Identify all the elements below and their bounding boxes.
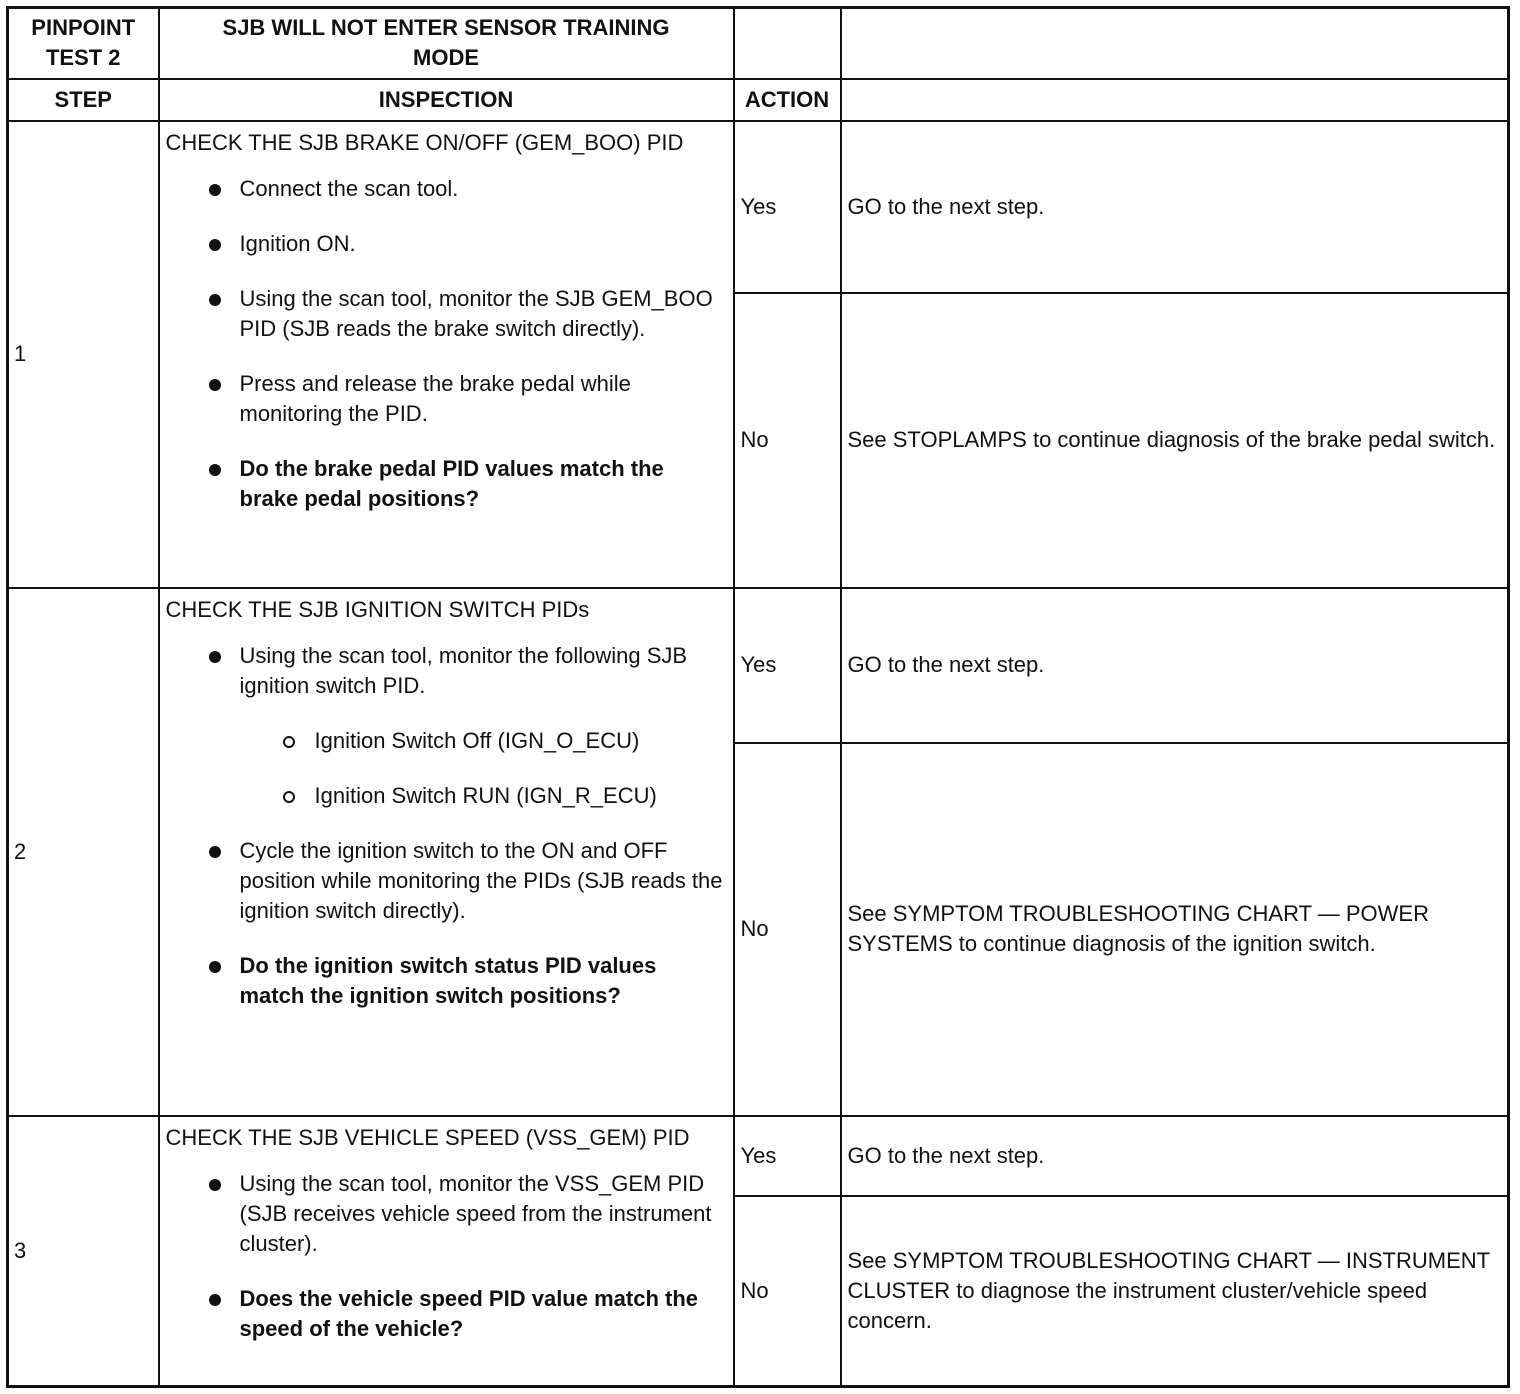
action-no-result: See STOPLAMPS to continue diagnosis of the brake pedal switch.: [841, 293, 1509, 588]
column-header-inspection: INSPECTION: [159, 79, 734, 121]
step-number: 1: [8, 121, 159, 588]
action-yes-label: Yes: [734, 121, 841, 293]
action-no-result: See SYMPTOM TROUBLESHOOTING CHART — POWER SYSTEMS to continue diagnosis of the ignition switch.: [841, 743, 1509, 1116]
step-3-inspection: [159, 1116, 734, 1387]
step-1-inspection: [159, 121, 734, 588]
step-2-yes-row: [8, 588, 1509, 743]
step-1-yes-row: [8, 121, 1509, 293]
column-header-blank: [841, 79, 1509, 121]
action-yes-label: Yes: [734, 588, 841, 743]
test-label: PINPOINT: [31, 15, 136, 41]
instruction-item: Press and release the brake pedal while monitoring the PID.: [166, 369, 727, 429]
instruction-item: Using the scan tool, monitor the VSS_GEM PID (SJB receives vehicle speed from the instrument cluster).: [166, 1169, 727, 1259]
action-yes-result: GO to the next step.: [841, 1116, 1509, 1196]
instruction-item: Connect the scan tool.: [166, 174, 727, 204]
sub-instruction-list: [240, 726, 727, 811]
action-no-label: No: [734, 743, 841, 1116]
instruction-item: [166, 641, 727, 811]
column-header-step: STEP: [8, 79, 159, 121]
step-3-yes-row: [8, 1116, 1509, 1196]
test-number: TEST 2: [45, 45, 121, 71]
header-blank-cell: [734, 8, 841, 79]
step-question: Do the ignition switch status PID values match the ignition switch positions?: [166, 951, 727, 1011]
test-header-row: [8, 8, 1509, 79]
instruction-list: [166, 174, 727, 514]
instruction-item: Ignition ON.: [166, 229, 727, 259]
step-2-inspection: [159, 588, 734, 1116]
step-question: Do the brake pedal PID values match the brake pedal positions?: [166, 454, 727, 514]
step-number: 3: [8, 1116, 159, 1387]
instruction-item: Using the scan tool, monitor the SJB GEM_BOO PID (SJB reads the brake switch directly).: [166, 284, 727, 344]
action-yes-label: Yes: [734, 1116, 841, 1196]
instruction-text: Using the scan tool, monitor the following SJB ignition switch PID.: [239, 642, 688, 698]
test-title-line1: SJB WILL NOT ENTER SENSOR TRAINING: [222, 15, 670, 41]
action-no-result: See SYMPTOM TROUBLESHOOTING CHART — INSTRUMENT CLUSTER to diagnose the instrument cluster/vehicle speed concern.: [841, 1196, 1509, 1387]
sub-instruction-item: Ignition Switch RUN (IGN_R_ECU): [240, 781, 727, 811]
step-number: 2: [8, 588, 159, 1116]
step-title: CHECK THE SJB BRAKE ON/OFF (GEM_BOO) PID: [165, 129, 684, 155]
action-no-label: No: [734, 1196, 841, 1387]
action-yes-result: GO to the next step.: [841, 588, 1509, 743]
instruction-list: [166, 1169, 727, 1344]
test-title-line2: MODE: [413, 45, 479, 71]
test-label-cell: [8, 8, 159, 79]
pinpoint-test-table: [6, 6, 1510, 1388]
column-header-action: ACTION: [734, 79, 841, 121]
sub-instruction-item: Ignition Switch Off (IGN_O_ECU): [240, 726, 727, 756]
test-title-cell: [159, 8, 734, 79]
header-blank-cell: [841, 8, 1509, 79]
action-yes-result: GO to the next step.: [841, 121, 1509, 293]
step-title: CHECK THE SJB IGNITION SWITCH PIDs: [165, 596, 590, 622]
column-header-row: [8, 79, 1509, 121]
step-title: CHECK THE SJB VEHICLE SPEED (VSS_GEM) PID: [165, 1124, 690, 1150]
instruction-list: [166, 641, 727, 1011]
action-no-label: No: [734, 293, 841, 588]
step-question: Does the vehicle speed PID value match the speed of the vehicle?: [166, 1284, 727, 1344]
instruction-item: Cycle the ignition switch to the ON and OFF position while monitoring the PIDs (SJB reads the ignition switch directly).: [166, 836, 727, 926]
